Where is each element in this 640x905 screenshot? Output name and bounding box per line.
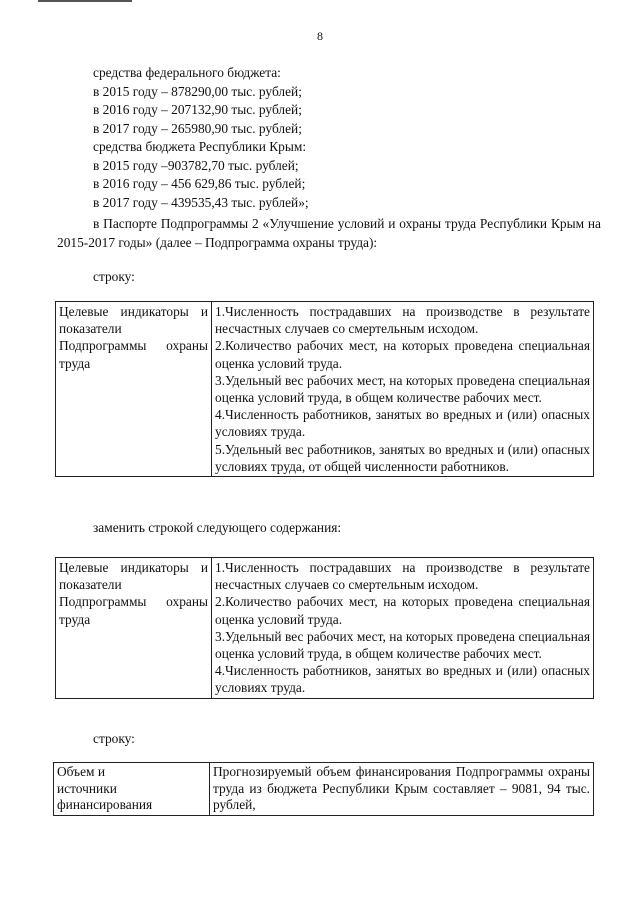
indicator-item: 4.Численность работников, занятых во вредных и (или) опасных условиях труда.	[215, 407, 590, 440]
page-number: 8	[317, 29, 323, 43]
indicator-item: 3.Удельный вес рабочих мест, на которых проведена специальная оценка условий труда, в общем количестве рабочих мест.	[215, 372, 590, 406]
table-row	[56, 302, 594, 477]
indicator-item: 2.Количество рабочих мест, на которых проведена специальная оценка условий труда.	[215, 594, 590, 627]
indicator-item: 2.Количество рабочих мест, на которых проведена специальная оценка условий труда.	[215, 338, 590, 371]
table-row	[56, 558, 594, 699]
replace-label: заменить строкой следующего содержания:	[93, 520, 342, 535]
indicator-item: 5.Удельный вес работников, занятых во вредных и (или) опасных условиях труда, от общей численности работников.	[215, 441, 590, 474]
indicators-title: Целевые индикаторы и показатели Подпрограммы охраны труда	[59, 304, 208, 371]
row-label-2: строку:	[93, 731, 135, 746]
indicators-list-cell	[212, 302, 594, 477]
passport-paragraph: в Паспорте Подпрограммы 2 «Улучшение условий и охраны труда Республики Крым на 2015-2017 годы» (далее – Подпрограмма охраны труда):	[57, 216, 601, 250]
financing-text-cell	[210, 763, 594, 816]
indicator-item: 1.Численность пострадавших на производстве в результате несчастных случаев со смертельным исходом.	[215, 304, 590, 337]
funding-line: в 2017 году – 439535,43 тыс. рублей»;	[93, 194, 309, 210]
indicators-title: Целевые индикаторы и показатели Подпрограммы охраны труда	[59, 560, 208, 627]
financing-text: Прогнозируемый объем финансирования Подпрограммы охраны труда из бюджета Республики Крым составляет – 9081, 94 тыс. рублей,	[213, 764, 590, 812]
indicator-item: 1.Численность пострадавших на производстве в результате несчастных случаев со смертельным исходом.	[215, 560, 590, 593]
funding-line: в 2015 году –903782,70 тыс. рублей;	[93, 157, 299, 173]
funding-line: в 2016 году – 207132,90 тыс. рублей;	[93, 102, 302, 117]
indicators-list-cell	[212, 558, 594, 699]
funding-line: средства бюджета Республики Крым:	[93, 139, 307, 154]
indicator-item: 3.Удельный вес рабочих мест, на которых проведена специальная оценка условий труда, в общем количестве рабочих мест.	[215, 628, 590, 662]
row-label: строку:	[93, 269, 135, 284]
funding-line: в 2017 году – 265980,90 тыс. рублей;	[93, 120, 302, 136]
funding-line: в 2015 году – 878290,00 тыс. рублей;	[93, 83, 302, 99]
indicators-table-new	[55, 557, 594, 699]
funding-line: в 2016 году – 456 629,86 тыс. рублей;	[93, 176, 306, 191]
funding-line: средства федерального бюджета:	[93, 65, 281, 80]
indicators-table-old	[55, 301, 594, 477]
funding-lines	[93, 64, 309, 212]
top-rule	[38, 0, 132, 2]
financing-title: Объем и источники финансирования	[57, 764, 153, 812]
financing-title-cell	[54, 763, 210, 816]
indicators-title-cell	[56, 558, 212, 699]
indicator-item: 4.Численность работников, занятых во вредных и (или) опасных условиях труда.	[215, 663, 590, 696]
table-row	[54, 763, 594, 816]
indicators-title-cell	[56, 302, 212, 477]
financing-table	[53, 762, 594, 816]
